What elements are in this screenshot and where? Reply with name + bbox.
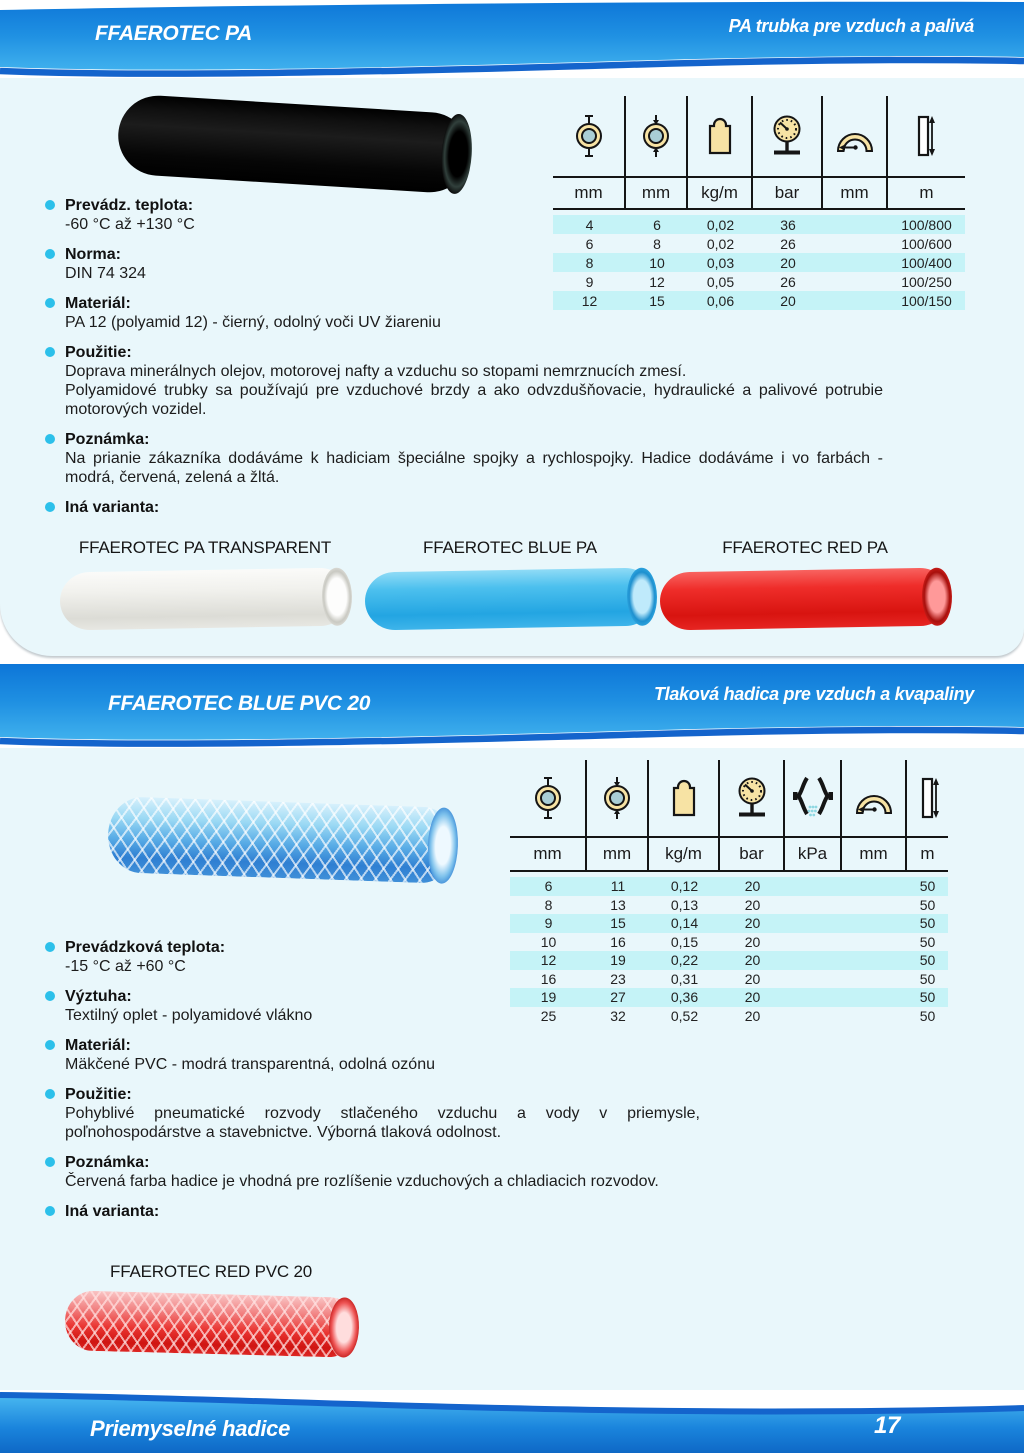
table-cell: 10 [540, 933, 557, 950]
table-cell: 6 [544, 878, 553, 895]
table-cell: 50 [919, 952, 936, 969]
bullet-icon [45, 942, 55, 952]
table-cell: 0,03 [706, 254, 735, 271]
table-cell: 0,31 [670, 970, 699, 987]
inner-diameter-icon [553, 96, 624, 178]
table-cell: 12 [649, 273, 665, 290]
spec-item [45, 498, 883, 517]
spec-text: DIN 74 324 [65, 265, 146, 282]
table-cell: 0,05 [706, 273, 735, 290]
blue-pvc-hose-image [107, 796, 457, 884]
bullet-icon [45, 200, 55, 210]
table-cell: 0,13 [670, 896, 699, 913]
unit-label: mm [641, 183, 671, 202]
footer-title: Priemyselné hadice [90, 1416, 291, 1441]
table-row [510, 896, 948, 915]
spec-text: -15 °C až +60 °C [65, 958, 186, 975]
tube-opening [321, 567, 352, 626]
table-cell: 0,02 [706, 216, 735, 233]
table-cell: 50 [919, 915, 936, 932]
table-cell: 8 [544, 896, 553, 913]
spec-text: Doprava minerálnych olejov, motorovej nafty a vzduchu so stopami nemrznucích zmesí. [65, 363, 687, 380]
table-cell: 0,06 [706, 292, 735, 309]
section-title: FFAEROTEC PA [95, 22, 253, 45]
table-cell: 8 [653, 235, 661, 252]
variant-red-pvc [65, 1262, 357, 1354]
table-cell: 12 [581, 292, 598, 309]
spec-label: Výztuha: [65, 988, 132, 1005]
bend-radius-icon [823, 96, 886, 178]
unit-label: m [919, 183, 934, 202]
table-cell: 36 [780, 216, 796, 233]
table-cell: 20 [744, 878, 761, 895]
spec-label: Norma: [65, 246, 122, 263]
table-cell: 50 [919, 970, 936, 987]
unit-label: mm [859, 844, 888, 863]
header-top-wave [0, 0, 1024, 12]
outer-diameter-icon [587, 760, 647, 838]
spec-label: Poznámka: [65, 431, 150, 448]
table-cell: 20 [780, 292, 796, 309]
bullet-icon [45, 502, 55, 512]
bullet-icon [45, 249, 55, 259]
spec-label: Materiál: [65, 1037, 131, 1054]
table-cell: 6 [653, 216, 661, 233]
footer [0, 1390, 1024, 1453]
variant-label: FFAEROTEC RED PVC 20 [110, 1262, 312, 1281]
section-title: FFAEROTEC BLUE PVC 20 [108, 692, 371, 715]
table-cell: 0,15 [670, 933, 699, 950]
table-cell: 50 [919, 878, 936, 895]
table-cell: 0,36 [670, 989, 699, 1006]
spec-table-header [510, 760, 948, 872]
table-cell: 100/800 [901, 216, 952, 233]
tube-opening [626, 567, 657, 626]
unit-label: m [920, 844, 935, 863]
table-cell: 50 [919, 1007, 936, 1024]
table-row [510, 877, 948, 896]
spec-label: Poznámka: [65, 1154, 150, 1171]
table-cell: 20 [780, 254, 796, 271]
table-cell: 6 [585, 235, 594, 252]
unit-label: mm [602, 844, 632, 863]
bullet-icon [45, 298, 55, 308]
table-cell: 26 [780, 273, 796, 290]
table-cell: 50 [919, 989, 936, 1006]
variant-label: FFAEROTEC BLUE PA [423, 538, 597, 557]
length-icon [907, 760, 948, 838]
spec-text: Textilný oplet - polyamidové vlákno [65, 1007, 313, 1024]
table-cell: 16 [540, 970, 557, 987]
red-pvc-hose-image [64, 1290, 357, 1358]
spec-list-2 [45, 938, 700, 1232]
spec-table-header [553, 96, 965, 210]
spec-item [45, 196, 883, 234]
table-cell: 20 [744, 896, 761, 913]
table-cell: 20 [744, 952, 761, 969]
spec-item [45, 1085, 700, 1142]
spec-item [45, 1202, 700, 1221]
spec-text: Červená farba hadice je vhodná pre rozlíšenie vzduchových a chladiacich rozvodov. [65, 1173, 659, 1190]
bend-radius-icon [842, 760, 905, 838]
table-row [510, 914, 948, 933]
spec-text: -60 °C až +130 °C [65, 216, 195, 233]
table-cell: 10 [649, 254, 665, 271]
unit-label: bar [774, 183, 800, 202]
footer-top-wave [0, 1390, 1024, 1418]
spec-item [45, 938, 700, 976]
spec-text: Pohyblivé pneumatické rozvody stlačeného vzduchu a vody v priemysle, poľnohospodárstve a stavebnictve. Výborná tlaková odolnost. [65, 1105, 700, 1141]
spec-item [45, 1153, 700, 1191]
hose-opening [328, 1297, 360, 1358]
pressure-gauge-icon [753, 96, 821, 178]
tube-opening [921, 567, 952, 626]
table-cell: 13 [610, 896, 626, 913]
spec-text: Mäkčené PVC - modrá transparentná, odolná ozónu [65, 1056, 435, 1073]
table-cell: 100/150 [901, 292, 952, 309]
spec-text: Polyamidové trubky sa používajú pre vzduchové brzdy a ako odvzdušňovacie, hydraulické a palivové potrubie motorových vozidel. [65, 382, 883, 418]
unit-label: kPa [797, 844, 828, 863]
bullet-icon [45, 347, 55, 357]
weight-icon [688, 96, 751, 178]
spec-label: Iná varianta: [65, 1203, 160, 1220]
table-cell: 4 [585, 216, 594, 233]
table-cell: 0,12 [670, 878, 699, 895]
bullet-icon [45, 1040, 55, 1050]
section-subtitle: Tlaková hadica pre vzduch a kvapaliny [653, 684, 974, 704]
table-cell: 20 [744, 989, 761, 1006]
table-cell: 15 [649, 292, 665, 309]
spec-label: Použitie: [65, 1086, 132, 1103]
table-cell: 100/400 [901, 254, 952, 271]
table-cell: 9 [544, 915, 553, 932]
spec-label: Použitie: [65, 344, 132, 361]
blue-tube-image [365, 567, 656, 630]
pressure-gauge-icon [720, 760, 783, 838]
weight-icon [649, 760, 718, 838]
section-subtitle: PA trubka pre vzduch a palivá [728, 16, 974, 36]
table-cell: 16 [610, 933, 626, 950]
table-cell: 0,02 [706, 235, 735, 252]
table-cell: 20 [744, 1007, 761, 1024]
table-cell: 25 [540, 1007, 557, 1024]
spec-item [45, 430, 883, 487]
header-bottom-wave [0, 52, 1024, 78]
inner-diameter-icon [510, 760, 585, 838]
spec-item [45, 245, 883, 283]
table-cell: 100/600 [901, 235, 952, 252]
variant-label: FFAEROTEC RED PA [722, 538, 888, 557]
table-cell: 0,52 [670, 1007, 699, 1024]
table-cell: 9 [585, 273, 594, 290]
table-cell: 26 [780, 235, 796, 252]
spec-label: Prevádzková teplota: [65, 939, 226, 956]
section-header-2 [0, 664, 1024, 748]
variant-label: FFAEROTEC PA TRANSPARENT [78, 538, 332, 557]
table-cell: 100/250 [901, 273, 952, 290]
table-cell: 0,22 [670, 952, 699, 969]
table-cell: 20 [744, 970, 761, 987]
bullet-icon [45, 991, 55, 1001]
section-header-1 [0, 0, 1024, 78]
spec-item [45, 1036, 700, 1074]
unit-label: mm [840, 183, 869, 202]
table-cell: 12 [540, 952, 557, 969]
spec-label: Prevádz. teplota: [65, 197, 194, 214]
page-number: 17 [874, 1412, 901, 1439]
table-cell: 32 [610, 1007, 626, 1024]
spec-item [45, 987, 700, 1025]
unit-label: mm [574, 183, 603, 202]
spec-item [45, 294, 883, 332]
variant-red [660, 538, 950, 628]
length-icon [888, 96, 965, 178]
table-cell: 19 [540, 989, 557, 1006]
unit-label: mm [533, 844, 562, 863]
bullet-icon [45, 1157, 55, 1167]
bullet-icon [45, 1089, 55, 1099]
bullet-icon [45, 434, 55, 444]
unit-label: kg/m [665, 844, 702, 863]
vacuum-icon [785, 760, 840, 838]
variant-transparent [60, 538, 350, 628]
transparent-tube-image [60, 567, 351, 630]
spec-text: PA 12 (polyamid 12) - čierný, odolný voči UV žiareniu [65, 314, 441, 331]
red-tube-image [660, 567, 951, 630]
bullet-icon [45, 1206, 55, 1216]
header-bottom-wave [0, 722, 1024, 748]
table-cell: 20 [744, 915, 761, 932]
table-cell: 11 [610, 878, 626, 895]
spec-list-1 [45, 196, 883, 528]
spec-label: Materiál: [65, 295, 131, 312]
unit-label: bar [739, 844, 764, 863]
spec-text: Na prianie zákazníka dodáváme k hadiciam špeciálne spojky a rychlospojky. Hadice dodáváme i vo farbách - modrá, červená, zelená a žltá. [65, 450, 883, 486]
unit-label: kg/m [701, 183, 738, 202]
table-cell: 50 [919, 933, 936, 950]
table-cell: 50 [919, 896, 936, 913]
table-cell: 19 [610, 952, 626, 969]
outer-diameter-icon [626, 96, 686, 178]
table-cell: 27 [610, 989, 626, 1006]
spec-item [45, 343, 883, 419]
table-cell: 20 [744, 933, 761, 950]
table-cell: 0,14 [670, 915, 699, 932]
table-cell: 23 [610, 970, 626, 987]
spec-label: Iná varianta: [65, 499, 160, 516]
table-cell: 8 [585, 254, 594, 271]
variant-blue [365, 538, 655, 628]
table-cell: 15 [610, 915, 626, 932]
